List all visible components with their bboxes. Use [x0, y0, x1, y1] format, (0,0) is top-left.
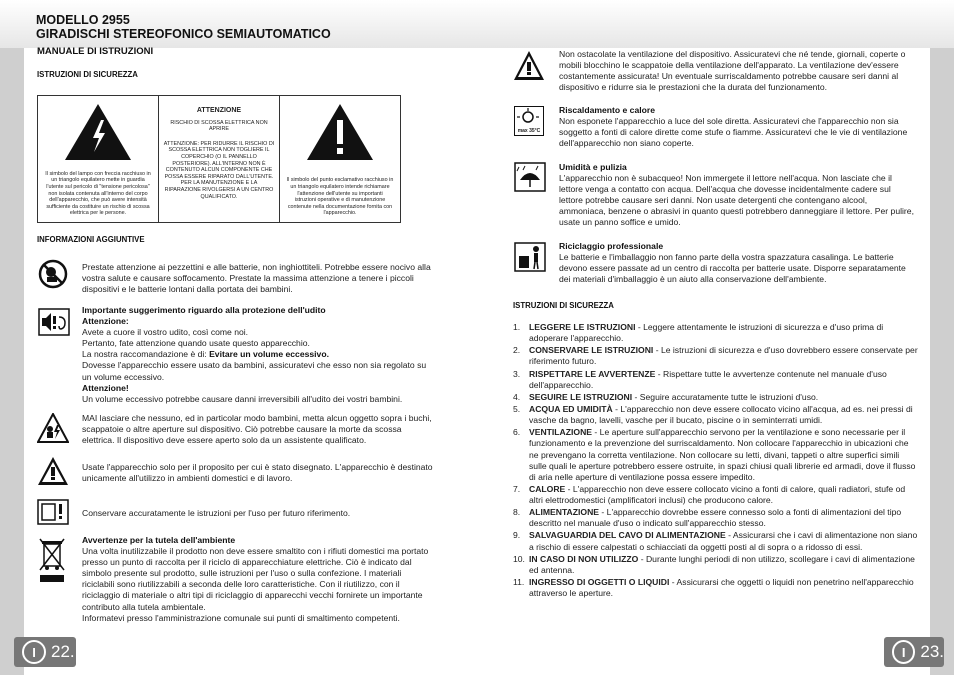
- rule-number: 4.: [513, 391, 521, 402]
- rule-number: 11.: [513, 577, 525, 587]
- recycle-section: [559, 241, 915, 285]
- page-number-right: [884, 637, 944, 667]
- warning-cell-attention: [159, 96, 280, 222]
- safety-rule-item: [513, 577, 918, 599]
- warning-box: [37, 95, 401, 223]
- humidity-title: Umidità e pulizia: [559, 162, 627, 172]
- safety-rule-item: [513, 507, 918, 529]
- safety-rule-item: [513, 554, 918, 576]
- rule-text: - Leggere attentamente le istruzioni di sicurezza e d'uso prima di adoperare l'apparecchio.: [529, 322, 884, 344]
- rule-title: LEGGERE LE ISTRUZIONI: [529, 322, 636, 332]
- hearing-section: [82, 305, 434, 405]
- rule-text: - Durante lunghi periodi di non utilizzo, scollegare i cavi di alimentazione ed antenna.: [529, 553, 915, 575]
- hearing-line-1: Avete a cuore il vostro udito, così come noi.: [82, 327, 249, 338]
- rule-title: INGRESSO DI OGGETTI O LIQUIDI: [529, 577, 670, 587]
- hearing-line-4: Dovesse l'apparecchio essere usato da bambini, assicuratevi che esso non sia regolato su un volume eccessivo.: [82, 360, 427, 382]
- hearing-title: Importante suggerimento riguardo alla protezione dell'udito: [82, 305, 326, 315]
- rule-number: 2.: [513, 345, 521, 356]
- exclamation-description: Il simbolo del punto esclamativo racchiuso in un triangolo equilatero intende richiamare l'attenzione dell'utente su importanti istruzioni operative e di manutenzione contenute nella documentazione fornita con l'apparecchio.: [286, 177, 394, 217]
- safety-rule-item: [513, 392, 918, 403]
- no-small-parts-icon: [38, 259, 68, 289]
- caution-icon: [37, 456, 69, 486]
- page-title: MODELLO 2955 GIRADISCHI STEREOFONICO SEMIAUTOMATICO: [36, 13, 331, 41]
- humidity-text: L'apparecchio non è subacqueo! Non immergete il lettore nell'acqua. Non lasciate che il lettore venga a contatto con acqua. Dell'acqua che dovesse incidentalmente cadere sul lettore potrebbe causare seri danni. Non usate detergenti che contengano alcool, ammoniaca, benzene o abrasivi in quanto questi potrebbero danneggiare il lettore. Per pulire, usate un panno soffice e umido.: [559, 173, 914, 228]
- rule-title: SEGUIRE LE ISTRUZIONI: [529, 391, 633, 402]
- rule-number: 5.: [513, 404, 521, 415]
- hearing-attention-2: Attenzione!: [82, 382, 129, 393]
- environment-text-2: Informatevi presso l'amministrazione comunale sui punti di smaltimento competenti.: [82, 612, 400, 623]
- hearing-attention-1: Attenzione:: [82, 316, 129, 327]
- exclamation-triangle-icon: [305, 102, 375, 162]
- rule-text: - L'apparecchio non deve essere collocato vicino a fonti di calore, quali radiatori, stufe od altri elettrodomestici (amplificatori inclusi) che producono calore.: [529, 483, 906, 505]
- heat-title: Riscaldamento e calore: [559, 105, 656, 115]
- safety-rule-item: [513, 369, 918, 391]
- warning-cell-exclamation: [280, 96, 400, 222]
- manual-book-icon: [37, 499, 69, 525]
- rule-number: 6.: [513, 427, 521, 438]
- rule-number: 7.: [513, 483, 521, 494]
- rule-title: ACQUA ED UMIDITÀ: [529, 404, 613, 415]
- max-temp-label: max 35°C: [517, 128, 541, 134]
- rule-title: CONSERVARE LE ISTRUZIONI: [529, 345, 654, 356]
- recycle-text: Le batterie e l'imballaggio non fanno parte della vostra spazzatura casalinga. Le batterie devono essere passate ad un centro di raccolta per batterie usate. Disporre separatamente dei materiali d'imballaggio è un aiuto alla conservazione dell'ambiente.: [559, 252, 906, 285]
- hearing-line-3: La nostra raccomandazione è di:: [82, 349, 210, 360]
- humidity-icon: [514, 162, 546, 192]
- rule-title: RISPETTARE LE AVVERTENZE: [529, 368, 656, 379]
- keep-instructions-text: Conservare accuratamente le istruzioni per l'uso per futuro riferimento.: [82, 508, 351, 518]
- safety-heading-right: ISTRUZIONI DI SICUREZZA: [513, 301, 614, 310]
- rule-text: - L'apparecchio non deve essere collocato vicino all'acqua, ad es. nei pressi di vasche da bagno, lavelli, vasche per il bucato, piscine o in seminterrati umidi.: [529, 404, 913, 426]
- attention-title: ATTENZIONE: [196, 107, 242, 114]
- safety-rule-item: [513, 427, 918, 482]
- lightning-description: Il simbolo del lampo con freccia racchiuso in un triangolo equilatero mette in guardia l'utente sul pericolo di "tensione pericolosa" non isolata contenuta all'interno del corpo dell'apparecchio, che può avere intensità sufficiente da costituire un rischio di scossa elettrica per le persone.: [45, 170, 151, 217]
- attention-text: ATTENZIONE: PER RIDURRE IL RISCHIO DI SCOSSA ELETTRICA NON TOGLIERE IL COPERCHIO (O IL PANNELLO POSTERIORE). ALL'INTERNO NON È CONTENUTO ALCUN COMPONENTE CHE POSSA ESSERE RIPARATO DALL'UTENTE. PER LA MANUTENZIONE E LA RIPARAZIONE RIVOLGERSI A UN CENTRO QUALIFICATO.: [163, 140, 275, 200]
- safety-heading-left: ISTRUZIONI DI SICUREZZA: [37, 70, 138, 79]
- purpose-text: Usate l'apparecchio solo per il proposito per cui è stato disegnato. L'apparecchio è destinato unicamente all'utilizzo in ambienti domestici e di lavoro.: [82, 462, 433, 484]
- rule-text: - Assicurarsi che oggetti o liquidi non penetrino nell'apparecchio attraverso le aperture.: [529, 577, 914, 599]
- warning-cell-lightning: [38, 96, 159, 222]
- rule-title: IN CASO DI NON UTILIZZO: [529, 553, 639, 564]
- rule-number: 8.: [513, 507, 521, 518]
- lightning-triangle-icon: [63, 102, 133, 162]
- environment-section: [82, 535, 434, 624]
- hearing-line-2: Pertanto, fate attenzione quando usate questo apparecchio.: [82, 338, 310, 349]
- rule-number: 9.: [513, 530, 521, 541]
- weee-bin-icon: [38, 536, 66, 584]
- heat-section: [559, 105, 915, 149]
- rule-number: 1.: [513, 322, 521, 332]
- language-badge-icon: I: [892, 640, 915, 664]
- safety-rule-item: [513, 404, 918, 426]
- right-margin-band: [930, 48, 954, 675]
- rule-text: - Le istruzioni di sicurezza e d'uso dovrebbero essere conservate per riferimento futuro.: [529, 345, 918, 367]
- heat-icon: [514, 106, 544, 136]
- language-badge-icon: I: [22, 640, 46, 664]
- ventilation-warning-icon: [513, 50, 545, 82]
- recycle-title: Riciclaggio professionale: [559, 241, 664, 251]
- small-parts-text: Prestate attenzione ai pezzettini e alle batterie, non inghiottiteli. Potrebbe essere nocivo alla vostra salute e causare soffocamento. Prestate la massima attenzione a tenere i piccoli dispositivi e le batterie lontani dalla portata dei bambini.: [82, 262, 431, 295]
- rule-title: VENTILAZIONE: [529, 427, 593, 438]
- rule-title: CALORE: [529, 483, 566, 494]
- safety-rules-list: [513, 322, 918, 600]
- page-number-left: [14, 637, 76, 667]
- safety-rule-item: [513, 484, 918, 506]
- humidity-section: [559, 162, 915, 229]
- hearing-line-5: Un volume eccessivo potrebbe causare danni irreversibili all'udito dei vostri bambini.: [82, 393, 403, 404]
- recycling-icon: [514, 242, 546, 272]
- environment-title: Avvertenze per la tutela dell'ambiente: [82, 535, 236, 545]
- rule-title: ALIMENTAZIONE: [529, 507, 600, 518]
- sun-icon: [515, 108, 542, 124]
- rule-title: SALVAGUARDIA DEL CAVO DI ALIMENTAZIONE: [529, 530, 726, 541]
- rule-number: 10.: [513, 553, 525, 564]
- rule-text: - Rispettare tutte le avvertenze contenute nel manuale d'uso dell'apparecchio.: [529, 368, 887, 390]
- safety-rule-item: [513, 322, 918, 344]
- manual-heading: MANUALE DI ISTRUZIONI: [37, 46, 154, 57]
- environment-text: Una volta inutilizzabile il prodotto non deve essere smaltito con i rifiuti domestici ma portato presso un punto di raccolta per il riciclo di apparecchiature elettriche. Ciò è indicato dal simbolo presente sul prodotto, sulle istruzioni per l'uso o sulla confezione. I materiali riciclabili sono riutilizzabili a seconda delle loro caratteristiche. Con il riutilizzo, con il riciclaggio di materiale o altri tipi di riciclaggio di apparecchi vecchi fornirete un importante contributo alla tutela ambientale.: [82, 546, 429, 612]
- rule-text: - Assicurarsi che i cavi di alimentazione non siano a rischio di essere calpestati o schiacciati da oggetti posti al di sopra o a ridosso di essi.: [529, 530, 918, 552]
- hearing-protection-icon: [38, 308, 70, 336]
- hearing-line-3-emphasis: Evitare un volume eccessivo.: [209, 349, 329, 360]
- rule-text: - L'apparecchio dovrebbe essere connesso solo a fonti di alimentazioni del tipo descritto nel manuale d'uso o indicato sull'apparecchio stesso.: [529, 507, 902, 529]
- page-number-23: 23.: [920, 642, 944, 661]
- heat-text: Non esponete l'apparecchio a luce del sole diretta. Assicuratevi che l'apparecchio non sia soggetto a fonti di calore dirette come stufe o fiamme. Assicuratevi che le vie di ventilazione dell'apparecchio non siano coperte.: [559, 116, 908, 149]
- left-margin-band: [0, 48, 24, 675]
- attention-subtitle: RISCHIO DI SCOSSA ELETTRICA NON APRIRE: [170, 119, 268, 133]
- rule-text: - Le aperture sull'apparecchio servono per la ventilazione e sono necessarie per il funzionamento e la prevenzione del surriscaldamento. Non collocare l'apparecchio in ubicazioni che ne prevengano la corretta ventilazione. Non collocare su letti, divani, tappeti o altre superfici simili sulle quali le aperture potrebbero essere ostruite, in spazi chiusi quali librerie ed armadi, dove il flusso di aria nelle aperture di ventilazione possa essere impedito.: [529, 427, 916, 482]
- child-shock-warning-icon: [37, 413, 69, 443]
- children-text: MAI lasciare che nessuno, ed in particolar modo bambini, metta alcun oggetto sopra i buchi, scappatoie o altre aperture sul dispositivo. Ciò potrebbe causare la morte da scossa elettrica. Il dispositivo deve essere aperto solo da un assistente qualificato.: [82, 413, 432, 446]
- safety-rule-item: [513, 530, 918, 552]
- info-heading: INFORMAZIONI AGGIUNTIVE: [37, 235, 145, 244]
- rule-text: - Seguire accuratamente tutte le istruzioni d'uso.: [632, 391, 819, 402]
- ventilation-text: Non ostacolate la ventilazione del dispositivo. Assicuratevi che né tende, giornali, coperte o mobili blocchino le scappatoie della ventilazione dell'apparato. La ventilazione dev'essere costantemente assicurata! Un eventuale surriscaldamento potrebbe causare seri danni al dispositivo e ridurre sia le prestazioni che la durata del funzionamento.: [559, 49, 906, 93]
- rule-number: 3.: [513, 368, 521, 379]
- safety-rule-item: [513, 345, 918, 367]
- page-number-22: 22.: [51, 642, 75, 661]
